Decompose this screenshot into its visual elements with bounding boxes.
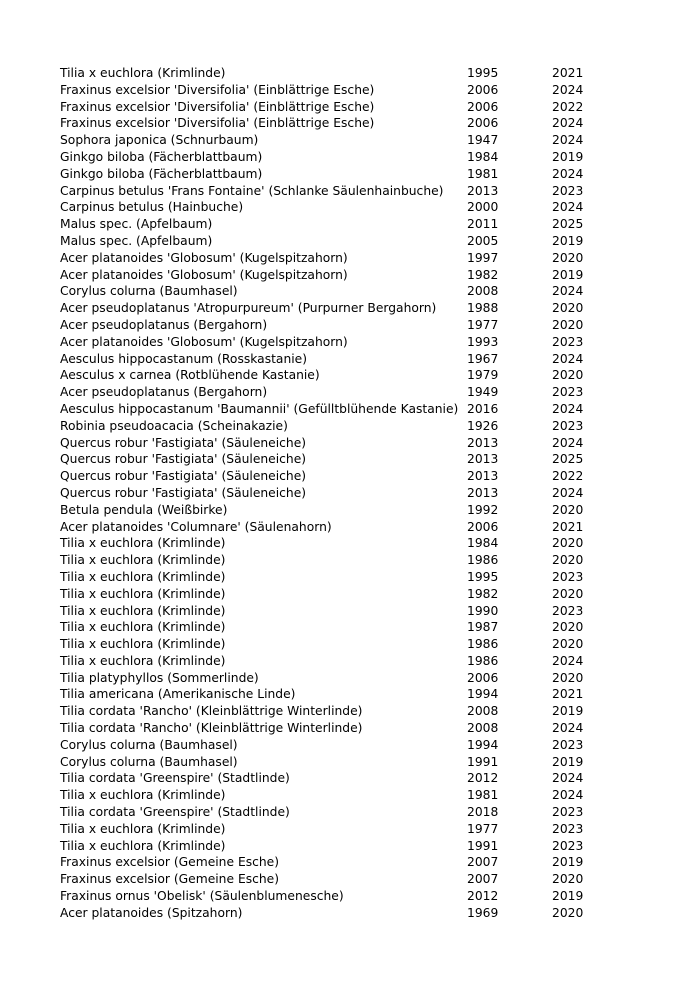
tree-name-cell: Carpinus betulus (Hainbuche) — [60, 200, 244, 215]
year-cell: 1981 — [467, 788, 499, 803]
tree-name-cell: Fraxinus excelsior 'Diversifolia' (Einblättrige Esche) — [60, 99, 375, 114]
year-cell: 2013 — [467, 435, 499, 450]
year-cell: 2020 — [552, 670, 584, 685]
tree-name-cell: Tilia x euchlora (Krimlinde) — [60, 66, 226, 80]
tree-name-cell: Fraxinus excelsior (Gemeine Esche) — [60, 855, 280, 870]
year-cell: 1979 — [467, 368, 499, 383]
tree-name-cell: Tilia x euchlora (Krimlinde) — [60, 821, 226, 836]
year-cell: 2024 — [552, 116, 584, 131]
year-cell: 2020 — [552, 905, 584, 920]
year-cell: 1995 — [467, 569, 499, 584]
tree-name-cell: Acer pseudoplatanus (Bergahorn) — [60, 317, 268, 332]
year-cell: 2023 — [552, 838, 584, 853]
year-cell: 1986 — [467, 553, 499, 568]
tree-name-cell: Quercus robur 'Fastigiata' (Säuleneiche) — [60, 435, 307, 450]
year-cell: 1994 — [467, 737, 499, 752]
year-cell: 1991 — [467, 754, 499, 769]
tree-name-cell: Acer platanoides 'Globosum' (Kugelspitzahorn) — [60, 267, 348, 282]
year-cell: 2013 — [467, 452, 499, 467]
year-cell: 2024 — [552, 721, 584, 736]
year-cell: 2024 — [552, 653, 584, 668]
tree-name-cell: Acer pseudoplatanus (Bergahorn) — [60, 385, 268, 400]
year-cell: 2011 — [467, 217, 499, 232]
year-cell: 2024 — [552, 133, 584, 148]
tree-name-cell: Acer platanoides 'Columnare' (Säulenahorn) — [60, 519, 332, 534]
year-cell: 1967 — [467, 351, 499, 366]
year-cell: 2012 — [467, 889, 499, 904]
year-cell: 1995 — [467, 66, 499, 80]
year-cell: 1984 — [467, 149, 499, 164]
year-cell: 1926 — [467, 418, 499, 433]
tree-name-cell: Aesculus hippocastanum (Rosskastanie) — [60, 351, 308, 366]
year-cell: 2022 — [552, 469, 584, 484]
tree-name-cell: Malus spec. (Apfelbaum) — [60, 217, 213, 232]
year-cell: 2019 — [552, 754, 584, 769]
year-cell: 2023 — [552, 821, 584, 836]
year-cell: 2007 — [467, 872, 499, 887]
year-cell: 2008 — [467, 704, 499, 719]
year-cell: 2023 — [552, 569, 584, 584]
year-cell: 2019 — [552, 233, 584, 248]
year-cell: 1994 — [467, 687, 499, 702]
year-cell: 2020 — [552, 553, 584, 568]
year-cell: 2006 — [467, 116, 499, 131]
tree-name-cell: Corylus colurna (Baumhasel) — [60, 754, 238, 769]
year-cell: 1969 — [467, 905, 499, 920]
year-cell: 1977 — [467, 317, 499, 332]
tree-name-cell: Quercus robur 'Fastigiata' (Säuleneiche) — [60, 469, 307, 484]
year-cell: 2020 — [552, 872, 584, 887]
tree-name-cell: Fraxinus excelsior 'Diversifolia' (Einblättrige Esche) — [60, 116, 375, 131]
year-cell: 2019 — [552, 889, 584, 904]
year-cell: 2024 — [552, 485, 584, 500]
tree-name-cell: Tilia x euchlora (Krimlinde) — [60, 569, 226, 584]
tree-name-cell: Tilia platyphyllos (Sommerlinde) — [60, 670, 259, 685]
year-cell: 2023 — [552, 418, 584, 433]
tree-name-cell: Tilia x euchlora (Krimlinde) — [60, 838, 226, 853]
tree-name-cell: Ginkgo biloba (Fächerblattbaum) — [60, 149, 263, 164]
tree-name-cell: Fraxinus excelsior 'Diversifolia' (Einblättrige Esche) — [60, 82, 375, 97]
tree-name-cell: Tilia x euchlora (Krimlinde) — [60, 586, 226, 601]
year-cell: 2020 — [552, 502, 584, 517]
tree-name-cell: Ginkgo biloba (Fächerblattbaum) — [60, 166, 263, 181]
year-cell: 1997 — [467, 250, 499, 265]
year-cell: 1987 — [467, 620, 499, 635]
tree-name-cell: Fraxinus ornus 'Obelisk' (Säulenblumenesche) — [60, 889, 344, 904]
year-cell: 1947 — [467, 133, 499, 148]
year-cell: 2024 — [552, 435, 584, 450]
year-cell: 2024 — [552, 200, 584, 215]
year-cell: 2022 — [552, 99, 584, 114]
year-cell: 1992 — [467, 502, 499, 517]
year-cell: 2023 — [552, 603, 584, 618]
year-cell: 2006 — [467, 99, 499, 114]
year-cell: 2018 — [467, 805, 499, 820]
year-cell: 1984 — [467, 536, 499, 551]
year-cell: 2012 — [467, 771, 499, 786]
year-cell: 1993 — [467, 334, 499, 349]
tree-name-cell: Corylus colurna (Baumhasel) — [60, 737, 238, 752]
tree-name-cell: Tilia cordata 'Greenspire' (Stadtlinde) — [60, 805, 290, 820]
year-cell: 1981 — [467, 166, 499, 181]
year-cell: 2006 — [467, 670, 499, 685]
year-cell: 2008 — [467, 284, 499, 299]
tree-name-cell: Tilia x euchlora (Krimlinde) — [60, 620, 226, 635]
tree-name-cell: Sophora japonica (Schnurbaum) — [60, 133, 259, 148]
year-cell: 1949 — [467, 385, 499, 400]
tree-name-cell: Aesculus x carnea (Rotblühende Kastanie) — [60, 368, 320, 383]
tree-name-cell: Corylus colurna (Baumhasel) — [60, 284, 238, 299]
year-cell: 2024 — [552, 166, 584, 181]
year-cell: 2020 — [552, 250, 584, 265]
tree-name-cell: Tilia x euchlora (Krimlinde) — [60, 788, 226, 803]
year-cell: 2020 — [552, 637, 584, 652]
year-cell: 2006 — [467, 82, 499, 97]
year-cell: 2023 — [552, 385, 584, 400]
year-cell: 2023 — [552, 805, 584, 820]
year-cell: 1991 — [467, 838, 499, 853]
year-cell: 1977 — [467, 821, 499, 836]
year-cell: 2024 — [552, 788, 584, 803]
year-cell: 1988 — [467, 301, 499, 316]
year-cell: 2016 — [467, 401, 499, 416]
tree-name-cell: Carpinus betulus 'Frans Fontaine' (Schlanke Säulenhainbuche) — [60, 183, 444, 198]
tree-name-cell: Tilia x euchlora (Krimlinde) — [60, 637, 226, 652]
tree-name-cell: Tilia cordata 'Greenspire' (Stadtlinde) — [60, 771, 290, 786]
tree-name-cell: Tilia cordata 'Rancho' (Kleinblättrige Winterlinde) — [60, 721, 363, 736]
tree-name-cell: Betula pendula (Weißbirke) — [60, 502, 228, 517]
year-cell: 2020 — [552, 586, 584, 601]
tree-name-cell: Tilia x euchlora (Krimlinde) — [60, 553, 226, 568]
tree-name-cell: Acer platanoides 'Globosum' (Kugelspitzahorn) — [60, 334, 348, 349]
year-cell: 2021 — [552, 687, 584, 702]
tree-name-cell: Acer pseudoplatanus 'Atropurpureum' (Purpurner Bergahorn) — [60, 301, 437, 316]
year-cell: 1986 — [467, 637, 499, 652]
tree-name-cell: Quercus robur 'Fastigiata' (Säuleneiche) — [60, 452, 307, 467]
year-cell: 2020 — [552, 536, 584, 551]
year-cell: 2013 — [467, 469, 499, 484]
tree-name-cell: Aesculus hippocastanum 'Baumannii' (Gefülltblühende Kastanie) — [60, 401, 459, 416]
tree-name-cell: Quercus robur 'Fastigiata' (Säuleneiche) — [60, 485, 307, 500]
year-cell: 1990 — [467, 603, 499, 618]
year-cell: 2020 — [552, 368, 584, 383]
tree-name-cell: Fraxinus excelsior (Gemeine Esche) — [60, 872, 280, 887]
year-cell: 2020 — [552, 317, 584, 332]
year-cell: 2024 — [552, 82, 584, 97]
year-cell: 2019 — [552, 267, 584, 282]
year-cell: 2019 — [552, 855, 584, 870]
tree-name-cell: Acer platanoides 'Globosum' (Kugelspitzahorn) — [60, 250, 348, 265]
year-cell: 2013 — [467, 485, 499, 500]
year-cell: 2007 — [467, 855, 499, 870]
year-cell: 2020 — [552, 301, 584, 316]
year-cell: 2023 — [552, 334, 584, 349]
year-cell: 2005 — [467, 233, 499, 248]
tree-name-cell: Robinia pseudoacacia (Scheinakazie) — [60, 418, 288, 433]
tree-name-cell: Tilia x euchlora (Krimlinde) — [60, 653, 226, 668]
tree-name-cell: Acer platanoides (Spitzahorn) — [60, 905, 243, 920]
year-cell: 2025 — [552, 217, 584, 232]
year-cell: 2008 — [467, 721, 499, 736]
year-cell: 1986 — [467, 653, 499, 668]
year-cell: 2025 — [552, 452, 584, 467]
tree-name-cell: Tilia americana (Amerikanische Linde) — [60, 687, 296, 702]
year-cell: 2013 — [467, 183, 499, 198]
year-cell: 1982 — [467, 267, 499, 282]
year-cell: 2023 — [552, 183, 584, 198]
year-cell: 2020 — [552, 620, 584, 635]
year-cell: 2021 — [552, 519, 584, 534]
year-cell: 2024 — [552, 771, 584, 786]
year-cell: 2019 — [552, 704, 584, 719]
tree-name-cell: Tilia cordata 'Rancho' (Kleinblättrige Winterlinde) — [60, 704, 363, 719]
year-cell: 2024 — [552, 284, 584, 299]
tree-name-cell: Tilia x euchlora (Krimlinde) — [60, 603, 226, 618]
year-cell: 2024 — [552, 351, 584, 366]
year-cell: 2019 — [552, 149, 584, 164]
year-cell: 2021 — [552, 66, 584, 80]
tree-name-cell: Tilia x euchlora (Krimlinde) — [60, 536, 226, 551]
year-cell: 2023 — [552, 737, 584, 752]
year-cell: 2000 — [467, 200, 499, 215]
year-cell: 2024 — [552, 401, 584, 416]
year-cell: 1982 — [467, 586, 499, 601]
tree-name-cell: Malus spec. (Apfelbaum) — [60, 233, 213, 248]
year-cell: 2006 — [467, 519, 499, 534]
